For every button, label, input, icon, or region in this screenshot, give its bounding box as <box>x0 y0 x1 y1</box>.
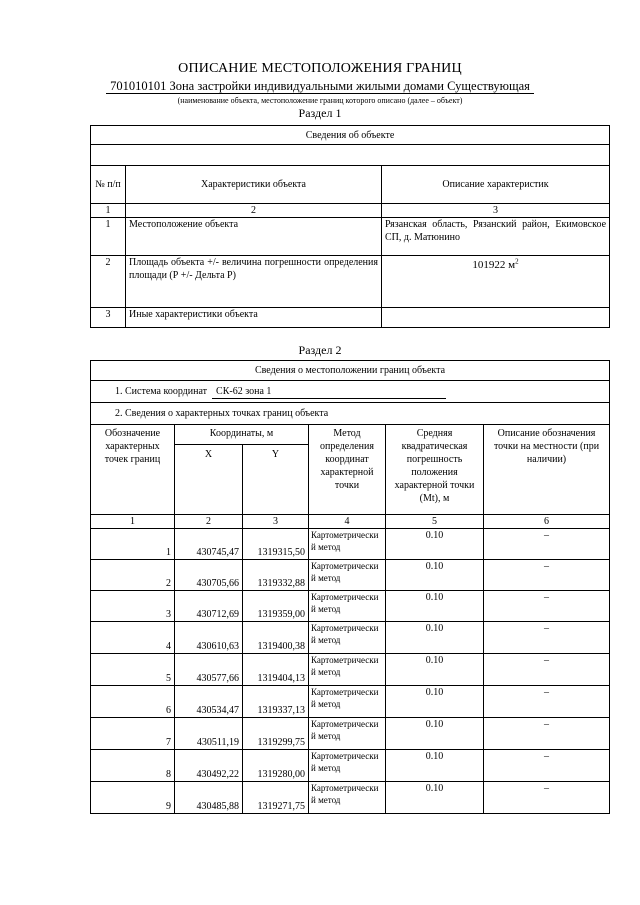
point-id: 9 <box>91 782 175 814</box>
point-method: Картометрический метод <box>309 654 386 686</box>
point-error: 0.10 <box>386 654 484 686</box>
point-error: 0.10 <box>386 686 484 718</box>
coordinate-system-row <box>91 381 610 403</box>
point-description: – <box>484 686 610 718</box>
points-label-row: 2. Сведения о характерных точках границ объекта <box>91 403 610 425</box>
boundary-points-table <box>90 360 610 814</box>
coordinate-system-value: СК-62 зона 1 <box>212 385 446 399</box>
point-x: 430511,19 <box>175 718 243 750</box>
section1-label: Раздел 1 <box>298 106 342 120</box>
col-header-y: Y <box>243 445 309 515</box>
table-row <box>91 782 610 814</box>
point-y: 1319337,13 <box>243 686 309 718</box>
row-number: 2 <box>91 256 126 308</box>
col-header-description: Описание обозначения точки на местности (при наличии) <box>484 425 610 515</box>
point-method: Картометрический метод <box>309 686 386 718</box>
point-id: 7 <box>91 718 175 750</box>
row-number: 1 <box>91 218 126 256</box>
point-error: 0.10 <box>386 560 484 591</box>
col-header-x: X <box>175 445 243 515</box>
point-method: Картометрический метод <box>309 718 386 750</box>
table-row <box>91 654 610 686</box>
point-description: – <box>484 529 610 560</box>
point-method: Картометрический метод <box>309 560 386 591</box>
point-id: 8 <box>91 750 175 782</box>
col-index: 3 <box>382 204 610 218</box>
point-y: 1319271,75 <box>243 782 309 814</box>
point-x: 430577,66 <box>175 654 243 686</box>
row-value <box>382 308 610 328</box>
row-number: 3 <box>91 308 126 328</box>
table-row <box>91 256 610 308</box>
point-id: 3 <box>91 591 175 622</box>
point-description: – <box>484 591 610 622</box>
area-unit-superscript: 2 <box>515 257 519 266</box>
col-header-point: Обозначение характерных точек границ <box>91 425 175 515</box>
table-row <box>91 750 610 782</box>
col-index: 1 <box>91 204 126 218</box>
row-characteristic: Местоположение объекта <box>126 218 382 256</box>
point-x: 430705,66 <box>175 560 243 591</box>
point-y: 1319332,88 <box>243 560 309 591</box>
table-row <box>91 529 610 560</box>
point-id: 2 <box>91 560 175 591</box>
document-title: ОПИСАНИЕ МЕСТОПОЛОЖЕНИЯ ГРАНИЦ <box>178 61 462 76</box>
col-index: 2 <box>175 515 243 529</box>
row-value: Рязанская область, Рязанский район, Екимовское СП, д. Матюнино <box>382 218 610 256</box>
col-header-coords: Координаты, м <box>175 425 309 445</box>
col-header-num: № п/п <box>91 166 126 204</box>
boundary-heading: Сведения о местоположении границ объекта <box>91 361 610 381</box>
col-index: 6 <box>484 515 610 529</box>
object-info-heading: Сведения об объекте <box>91 126 610 145</box>
table-row <box>91 718 610 750</box>
coordinate-system-label: 1. Система координат <box>115 385 208 397</box>
point-error: 0.10 <box>386 782 484 814</box>
object-name <box>0 79 640 94</box>
point-method: Картометрический метод <box>309 782 386 814</box>
point-x: 430492,22 <box>175 750 243 782</box>
col-header-characteristics: Характеристики объекта <box>126 166 382 204</box>
point-method: Картометрический метод <box>309 622 386 654</box>
row-value <box>382 256 610 308</box>
point-description: – <box>484 782 610 814</box>
point-y: 1319280,00 <box>243 750 309 782</box>
point-error: 0.10 <box>386 591 484 622</box>
point-error: 0.10 <box>386 529 484 560</box>
object-info-table <box>90 125 610 328</box>
area-value: 101922 м <box>472 259 516 271</box>
point-x: 430745,47 <box>175 529 243 560</box>
col-index: 2 <box>126 204 382 218</box>
point-description: – <box>484 622 610 654</box>
col-index: 5 <box>386 515 484 529</box>
point-x: 430610,63 <box>175 622 243 654</box>
point-rows <box>91 529 610 814</box>
point-description: – <box>484 750 610 782</box>
col-index: 1 <box>91 515 175 529</box>
col-index: 3 <box>243 515 309 529</box>
empty-row <box>91 145 610 166</box>
point-description: – <box>484 654 610 686</box>
point-error: 0.10 <box>386 622 484 654</box>
point-id: 4 <box>91 622 175 654</box>
object-name-text: 701010101 Зона застройки индивидуальными жилыми домами Существующая <box>106 79 534 94</box>
point-error: 0.10 <box>386 750 484 782</box>
point-id: 1 <box>91 529 175 560</box>
point-method: Картометрический метод <box>309 591 386 622</box>
point-description: – <box>484 560 610 591</box>
point-y: 1319400,38 <box>243 622 309 654</box>
point-y: 1319404,13 <box>243 654 309 686</box>
point-x: 430712,69 <box>175 591 243 622</box>
point-y: 1319359,00 <box>243 591 309 622</box>
row-characteristic: Площадь объекта +/- величина погрешности определения площади (Р +/- Дельта Р) <box>126 256 382 308</box>
table-row <box>91 308 610 328</box>
point-description: – <box>484 718 610 750</box>
row-characteristic: Иные характеристики объекта <box>126 308 382 328</box>
point-method: Картометрический метод <box>309 750 386 782</box>
col-header-description: Описание характеристик <box>382 166 610 204</box>
point-id: 5 <box>91 654 175 686</box>
point-x: 430534,47 <box>175 686 243 718</box>
section2-label: Раздел 2 <box>298 343 342 357</box>
table-row <box>91 686 610 718</box>
table-row <box>91 560 610 591</box>
col-header-error: Средняя квадратическая погрешность положения характерной точки (Mt), м <box>386 425 484 515</box>
point-x: 430485,88 <box>175 782 243 814</box>
col-index: 4 <box>309 515 386 529</box>
object-caption: (наименование объекта, местоположение границ которого описано (далее – объект) <box>177 96 463 105</box>
col-header-method: Метод определения координат характерной точки <box>309 425 386 515</box>
table-row <box>91 622 610 654</box>
point-y: 1319299,75 <box>243 718 309 750</box>
point-error: 0.10 <box>386 718 484 750</box>
table-row <box>91 218 610 256</box>
point-y: 1319315,50 <box>243 529 309 560</box>
point-method: Картометрический метод <box>309 529 386 560</box>
table-row <box>91 591 610 622</box>
point-id: 6 <box>91 686 175 718</box>
